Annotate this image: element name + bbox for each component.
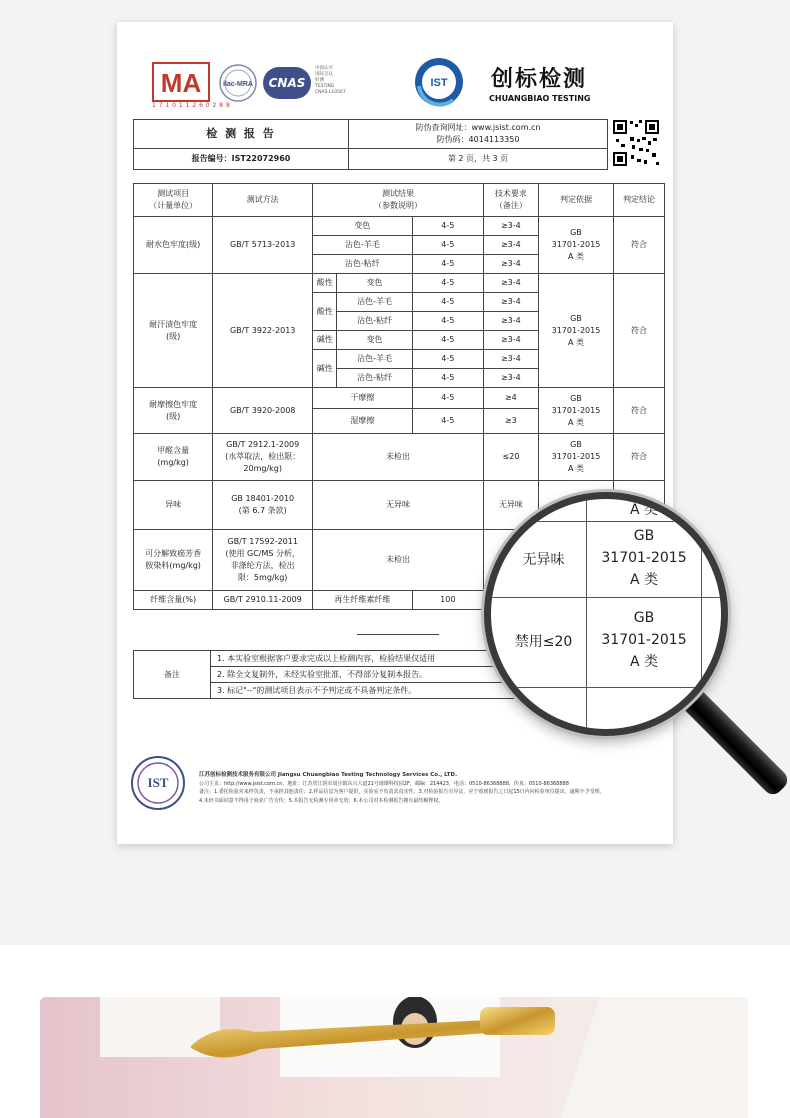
remark-line: 3. 标记"--"的测试项目表示不予判定或不具备判定条件。 — [211, 683, 665, 699]
remark-line: 2. 除全文复制外，未经实验室批准，不得部分复制本报告。 — [211, 667, 665, 683]
footer-line: 备注：1.委托检验对来样负责，不承担其他责任；2.样品信息为客户提供，实验室不负责其真实性；3.对检验报告有异议，应于收到报告之日起15日内向检验单位提出，逾期不予受理。 — [199, 789, 605, 795]
basis-water: GB 31701-2015 A 类 — [538, 217, 613, 274]
sub-label: 变色 — [313, 217, 413, 236]
basis-rub: GB 31701-2015 A 类 — [538, 388, 613, 434]
fiber-value: 100 — [412, 591, 483, 610]
sub-label: 变色 — [337, 274, 412, 293]
result-value: 4-5 — [412, 312, 483, 331]
result-value: 4-5 — [412, 350, 483, 369]
requirement-value: ≥3-4 — [483, 312, 538, 331]
magnified-content — [491, 499, 721, 729]
ist-logo-icon — [413, 56, 465, 108]
method-fiber: GB/T 2910.11-2009 — [213, 591, 313, 610]
report-title: 检 测 报 告 — [134, 120, 349, 149]
footer-line: 公司主页：http://www.jsist.com.cn，地址：江苏省江阴市周庄镇东兴大道21号璀璨科技园2F，邮编：214423，电话：0510-86368888，传真：0510-86368888 — [199, 780, 569, 787]
table-row — [134, 217, 665, 236]
result-value: 4-5 — [412, 331, 483, 350]
requirement-odor: 无异味 — [483, 481, 538, 530]
result-value: 4-5 — [412, 255, 483, 274]
requirement-value: ≥3-4 — [483, 274, 538, 293]
sub-label: 沾色-粘纤 — [313, 255, 413, 274]
mag-odor-requirement: 无异味 — [522, 552, 565, 568]
cnas-accreditation-text: 中国认可 国际互认 检测 TESTING CNAS L10567 — [315, 66, 346, 95]
website-text: 防伪查询网址：www.jsist.com.cn — [415, 123, 541, 132]
mag-basis-bottom: GB 31701-2015 A 类 — [601, 610, 687, 670]
spoon-photo-icon — [40, 997, 748, 1118]
ist-footer-seal-icon — [130, 755, 186, 811]
footer-info — [199, 771, 659, 805]
result-value: 4-5 — [412, 274, 483, 293]
sub-label: 沾色-羊毛 — [337, 293, 412, 312]
anti-fake-code: 防伪码：4014113350 — [436, 135, 520, 144]
result-odor: 无异味 — [313, 481, 484, 530]
ist-footer-seal-label: IST — [147, 775, 169, 790]
cma-logo-label: MA — [160, 68, 202, 98]
method-odor: GB 18401-2010 (第 6.7 条款) — [213, 481, 313, 530]
requirement-value: ≥3-4 — [483, 255, 538, 274]
result-value: 4-5 — [412, 236, 483, 255]
result-value: 4-5 — [412, 369, 483, 388]
method-amine: GB/T 17592-2011 (使用 GC/MS 分析， 非涤纶方法，检出 限：5mg/kg) — [213, 530, 313, 591]
remarks-label: 备注 — [134, 651, 211, 699]
sub-label: 湿摩擦 — [313, 409, 413, 434]
sub-label: 沾色-粘纤 — [337, 312, 412, 331]
conclusion-water: 符合 — [614, 217, 665, 274]
qr-code-icon — [612, 119, 660, 167]
magnifier-lens — [484, 492, 728, 736]
alkali-label: 碱性 — [313, 350, 337, 388]
sub-label: 变色 — [337, 331, 412, 350]
method-sweat: GB/T 3922-2013 — [213, 274, 313, 388]
column-header: 测试结果 （参数说明） — [313, 184, 484, 217]
website-cell — [349, 120, 608, 149]
item-formaldehyde: 甲醛含量 (mg/kg) — [134, 434, 213, 481]
requirement-value: ≥3-4 — [483, 293, 538, 312]
method-rub: GB/T 3920-2008 — [213, 388, 313, 434]
result-value: 4-5 — [412, 217, 483, 236]
method-water: GB/T 5713-2013 — [213, 217, 313, 274]
column-header: 技术要求 （备注） — [483, 184, 538, 217]
item-fiber: 纤维含量(%) — [134, 591, 213, 610]
item-amine: 可分解致癌芳香 胺染料(mg/kg) — [134, 530, 213, 591]
table-header-row — [134, 184, 665, 217]
table-row — [134, 388, 665, 409]
item-odor: 异味 — [134, 481, 213, 530]
item-water: 耐水色牢度(级) — [134, 217, 213, 274]
sub-label: 干摩擦 — [313, 388, 413, 409]
report-number: 报告编号：IST22072960 — [134, 149, 349, 170]
column-header: 测试方法 — [213, 184, 313, 217]
basis-sweat: GB 31701-2015 A 类 — [538, 274, 613, 388]
requirement-value: ≥3 — [483, 409, 538, 434]
remark-line: 1. 本实验室根据客户要求完成以上检测内容，检验结果仅适用 — [211, 651, 665, 667]
fiber-label: 再生纤维素纤维 — [313, 591, 413, 610]
mag-amine-requirement: 禁用≤20 — [514, 634, 573, 650]
basis-formaldehyde: GB 31701-2015 A 类 — [538, 434, 613, 481]
mag-basis-top: GB 31701-2015 A 类 — [601, 528, 687, 588]
result-amine: 未检出 — [313, 530, 484, 591]
requirement-value: ≥3-4 — [483, 350, 538, 369]
result-value: 4-5 — [412, 293, 483, 312]
footer-line: 4.未经书面同意不得用于商业广告宣传；5.本报告无检测专用章无效；6.本公司对本检测报告拥有最终解释权。 — [199, 797, 444, 804]
product-photo — [40, 997, 748, 1118]
requirement-value: ≥4 — [483, 388, 538, 409]
requirement-value: ≥3-4 — [483, 217, 538, 236]
table-row — [134, 434, 665, 481]
end-of-results-line — [357, 634, 439, 635]
column-header: 测试项目 （计量单位） — [134, 184, 213, 217]
column-header: 判定结论 — [614, 184, 665, 217]
conclusion-formaldehyde: 符合 — [614, 434, 665, 481]
column-header: 判定依据 — [538, 184, 613, 217]
item-rub: 耐摩擦色牢度 (级) — [134, 388, 213, 434]
table-row — [134, 274, 665, 293]
sub-label: 沾色-羊毛 — [337, 350, 412, 369]
acid-label: 酸性 — [313, 274, 337, 293]
cma-number: 1 7 1 0 1 1 2 6 0 2 8 8 — [152, 102, 231, 109]
alkali-label: 碱性 — [313, 331, 337, 350]
brand-name-en: CHUANGBIAO TESTING — [489, 94, 591, 103]
requirement-formaldehyde: ≤20 — [483, 434, 538, 481]
conclusion-rub: 符合 — [614, 388, 665, 434]
report-header-table — [133, 119, 608, 170]
method-formaldehyde: GB/T 2912.1-2009 (水萃取法，检出限： 20mg/kg) — [213, 434, 313, 481]
requirement-value: ≥3-4 — [483, 331, 538, 350]
cnas-logo-icon: CNAS — [263, 67, 311, 99]
cma-logo-icon — [152, 62, 210, 102]
sub-label: 沾色-粘纤 — [337, 369, 412, 388]
footer-company: 江苏创标检测技术服务有限公司 Jiangsu Chuangbiao Testing Technology Services Co., LTD. — [199, 772, 458, 778]
result-formaldehyde: 未检出 — [313, 434, 484, 481]
acid-label: 酸性 — [313, 293, 337, 331]
result-value: 4-5 — [412, 388, 483, 409]
brand-name-cn: 创标检测 — [491, 67, 588, 92]
mag-partial-basis: A 类 — [629, 502, 659, 518]
ilac-mra-label: ilac-MRA — [223, 81, 253, 88]
result-value: 4-5 — [412, 409, 483, 434]
sub-label: 沾色-羊毛 — [313, 236, 413, 255]
page-indicator: 第 2 页，共 3 页 — [349, 149, 608, 170]
conclusion-sweat: 符合 — [614, 274, 665, 388]
requirement-value: ≥3-4 — [483, 369, 538, 388]
requirement-value: ≥3-4 — [483, 236, 538, 255]
ist-logo-label: IST — [430, 77, 448, 89]
item-sweat: 耐汗渍色牢度 (级) — [134, 274, 213, 388]
ilac-mra-logo-icon — [218, 63, 258, 103]
